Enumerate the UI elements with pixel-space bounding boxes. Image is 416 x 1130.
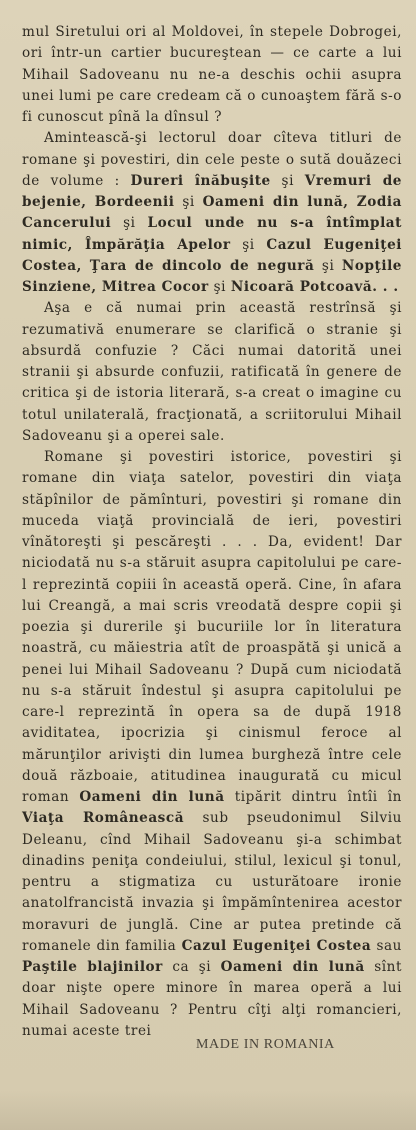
text-run: Aşa e că numai prin această restrînsă şi rezumativă enumerare se clarifică o stranie şi absurdă confuzie ? Căci numai datorită unei stranii şi absurde confuzii, ratificată în genere de critica şi de istoria literară, s-a creat o imagine cu totul unilaterală, fracţionată, a scriitorului Mihail Sadoveanu şi a operei sale. [22,300,402,444]
bold-title-run: Nopţile Sinziene, Mitrea Cocor [22,257,403,295]
bold-title-run: Oameni din lună [79,789,225,805]
page-bottom-edge [0,1090,416,1130]
text-run: şi [230,236,267,253]
body-text [22,22,402,1042]
bold-title-run: Locul unde nu s-a întîmplat nimic, Împărăţia Apelor [22,215,402,253]
text-run: şi [270,172,305,189]
bold-title-run: Dureri înăbuşite [130,172,271,189]
text-run: Amintească-şi lectorul doar cîteva titluri de romane şi povestiri, din cele peste o sută douăzeci de volume : [22,130,402,189]
bold-title-run: Nicoară Potcoavă. . . [230,279,399,295]
text-run: şi [174,194,203,210]
bold-title-run: Viaţa Românească [22,810,185,827]
made-in-romania-imprint: MADE IN ROMANIA [196,1037,335,1052]
text-run: sau [371,937,402,954]
text-run: sînt doar nişte opere minore în marea operă a lui Mihail Sadoveanu ? Pentru cîţi alţi romancieri, numai aceste trei [22,959,402,1039]
text-run: mul Siretului ori al Moldovei, în stepele Dobrogei, ori într-un cartier bucureştean — ce carte a lui Mihail Sadoveanu nu ne-a deschis ochii asupra unei lumi pe care credeam că o cunoaştem fără s-o fi cunoscut pînă la dînsul ? [22,24,402,125]
text-run: sub pseudonimul Silviu Deleanu, cînd Mihail Sadoveanu şi-a schimbat dinadins peniţa condeiului, stilul, lexicul şi tonul, pentru a stigmatiza cu usturătoare ironie anatolfrancistă invazia şi împămîntenirea acestor moravuri de junglă. Cine ar putea pretinde că romanele din familia [22,810,402,954]
paragraph [22,298,402,447]
text-run: Romane şi povestiri istorice, povestiri şi romane din viaţa satelor, povestiri din viaţa stăpînilor de pămînturi, povestiri şi romane din muceda viaţă provincială de ieri, povestiri vînătoreşti şi pescăreşti . . . Da, evident! Dar niciodată nu s-a stăruit asupra capitolului pe care-l reprezintă copiii în această operă. Cine, în afara lui Creangă, a mai scris vreodată despre copii şi poezia şi durerile şi bucuriile lor în literatura noastră, cu măiestria atît de proaspătă şi unică a penei lui Mihail Sadoveanu ? După cum niciodată nu s-a stăruit îndestul şi asupra capitolului pe care-l reprezintă în opera sa de după 1918 aviditatea, ipocrizia şi cinismul feroce al mărunţilor arivişti din lumea burgheză între cele două războaie, atitudinea inaugurată cu micul roman [22,449,402,805]
text-run: şi [111,215,148,232]
bold-title-run: Oameni din lună, Zodia Cancerului [22,194,402,232]
bold-title-run: Vremuri de bejenie, Bordeenii [22,172,402,210]
text-run: ca şi [162,959,221,975]
bold-title-run: Cazul Eugeniţei Costea, Ţara de dincolo de negură [22,236,403,274]
text-run: şi [314,257,342,274]
paragraph [22,447,402,1042]
bold-title-run: Oameni din lună [220,959,365,975]
bold-title-run: Cazul Eugeniţei Costea [181,937,372,954]
paragraph [22,22,402,128]
text-run: tipărit dintru întîi în [224,789,402,805]
bold-title-run: Paştile blajinilor [22,959,163,975]
paragraph [22,128,402,298]
text-run: şi [208,279,231,295]
